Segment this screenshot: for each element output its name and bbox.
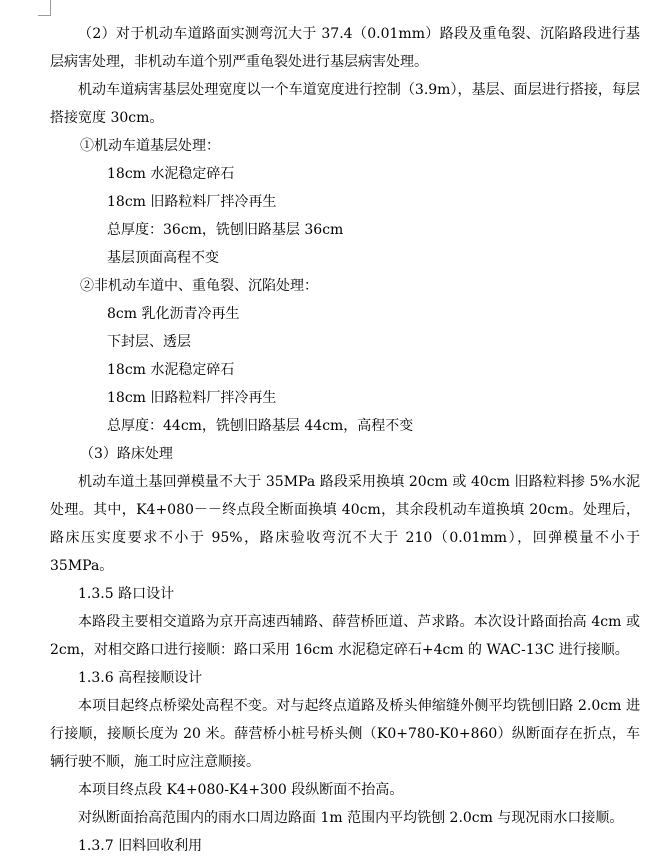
section-heading-recycling: 1.3.7 旧料回收利用 (78, 838, 203, 854)
section-heading-intersection: 1.3.5 路口设计 (78, 586, 175, 602)
item-motorway-base-treatment: ①机动车道基层处理： (80, 138, 220, 154)
subheading-subgrade: （3）路床处理 (80, 446, 173, 462)
paragraph-treatment-width: 机动车道病害基层处理宽度以一个车道宽度进行控制（3.9m），基层、面层进行搭接，每层搭接宽度 30cm。 (50, 82, 640, 126)
item-seal-layer: 下封层、透层 (107, 334, 191, 350)
page-corner-mark (38, 0, 51, 16)
document-body (50, 20, 645, 860)
item-total-thickness: 总厚度：36cm，铣刨旧路基层 36cm (107, 222, 344, 238)
item-total-thickness-2: 总厚度：44cm，铣刨旧路基层 44cm，高程不变 (107, 418, 414, 434)
paragraph-end-section: 本项目终点段 K4+080-K4+300 段纵断面不抬高。 (78, 782, 404, 798)
item-non-motorway-treatment: ②非机动车道中、重龟裂、沉陷处理： (80, 278, 318, 294)
item-base-elevation: 基层顶面高程不变 (107, 250, 219, 266)
item-cold-recycling: 18cm 旧路粒料厂拌冷再生 (107, 194, 277, 210)
item-cold-recycling-2: 18cm 旧路粒料厂拌冷再生 (107, 390, 277, 406)
paragraph-subgrade-treatment: 机动车道土基回弹模量不大于 35MPa 路段采用换填 20cm 或 40cm 旧路粒料掺 5%水泥处理。其中，K4+080－－终点段全断面换填 40cm，其余段机动车道换填 20cm。处理后，路床压实度要求不小于 95%，路床验收弯沉不大于 210（0.01mm），回弹模量不小于 35MPa。 (50, 474, 645, 574)
paragraph-elevation-design: 本项目起终点桥梁处高程不变。对与起终点道路及桥头伸缩缝外侧平均铣刨旧路 2.0cm 进行接顺，接顺长度为 20 米。薛营桥小桩号桥头侧（K0+780-K0+860）纵断面存在折点，车辆行驶不顺，施工时应注意顺接。 (50, 698, 640, 770)
paragraph-intersection-design: 本路段主要相交道路为京开高速西辅路、薛营桥匝道、芦求路。本次设计路面抬高 4cm 或 2cm，对相交路口进行接顺：路口采用 16cm 水泥稳定碎石+4cm 的 WAC-13C 进行接顺。 (50, 614, 645, 658)
item-cement-gravel: 18cm 水泥稳定碎石 (107, 166, 235, 182)
item-emulsified-asphalt: 8cm 乳化沥青冷再生 (107, 306, 240, 322)
paragraph-rain-inlet: 对纵断面抬高范围内的雨水口周边路面 1m 范围内平均铣刨 2.0cm 与现况雨水口接顺。 (78, 810, 624, 826)
paragraph-settlement-treatment: （2）对于机动车道路面实测弯沉大于 37.4（0.01mm）路段及重龟裂、沉陷路段进行基层病害处理，非机动车道个别严重龟裂处进行基层病害处理。 (50, 26, 640, 70)
item-cement-gravel-2: 18cm 水泥稳定碎石 (107, 362, 235, 378)
section-heading-elevation: 1.3.6 高程接顺设计 (78, 670, 203, 686)
